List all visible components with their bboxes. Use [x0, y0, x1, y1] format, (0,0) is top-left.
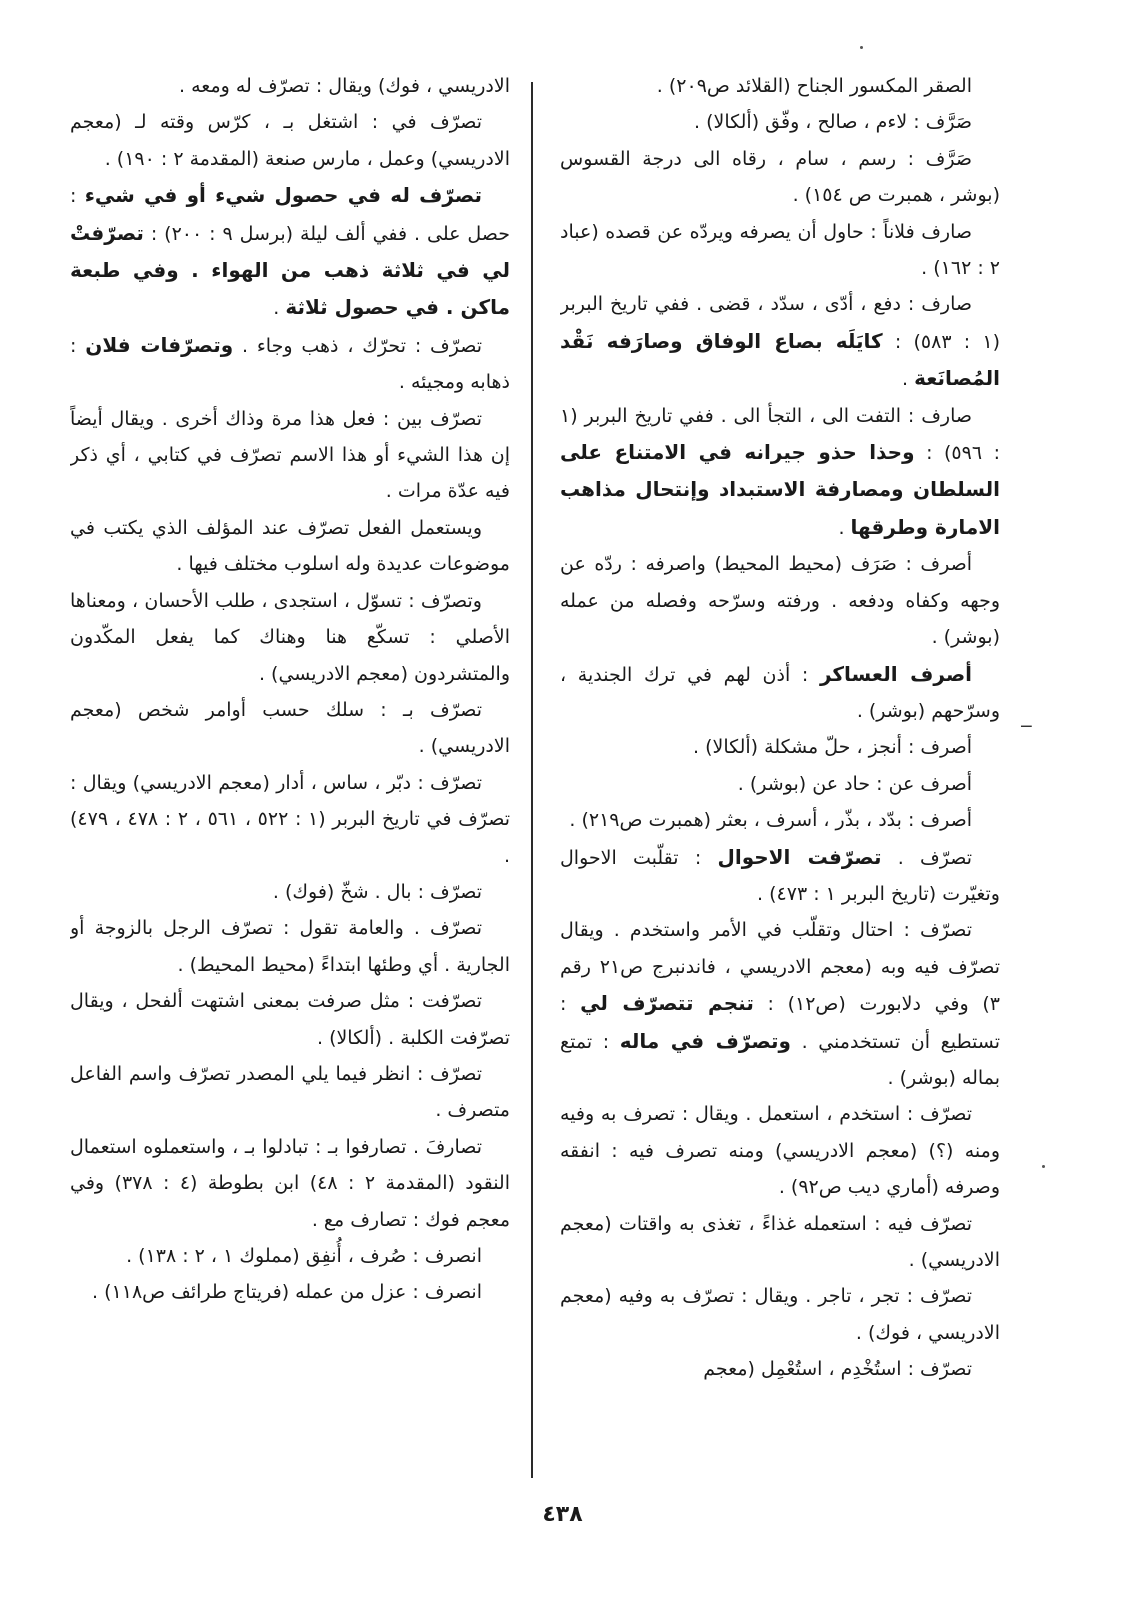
bold-quote: تصرّفت الاحوال — [717, 844, 882, 869]
bold-quote: وتصرّفات فلان — [85, 332, 234, 357]
entry-r8: أصرف : أنجز ، حلّ مشكلة (ألكالا) . — [693, 736, 972, 759]
margin-dash-mark: ‒ — [1020, 713, 1033, 737]
entry-l5: ويستعمل الفعل تصرّف عند المؤلف الذي يكتب في موضوعات عديدة وله اسلوب مختلف فيها . — [70, 516, 510, 576]
entry-r1: صَرَّف : لاءم ، صالح ، وفّق (ألكالا) . — [694, 111, 972, 134]
entry-r11: تصرّف . تصرّفت الاحوال : تقلّبت الاحوال وتغيّرت (تاريخ البربر ١ : ٤٧٣) . — [560, 844, 1000, 905]
entry-r16: تصرّف : استُخْدِم ، استُعْمِل (معجم — [703, 1358, 972, 1381]
bold-headword: تصرّف له في حصول شيء أو في شيء — [84, 183, 482, 208]
bold-quote: تنجم تتصرّف لي — [580, 991, 754, 1016]
entry-l1: تصرّف في : اشتغل بـ ، كرّس وقته لـ (معجم الادريسي) وعمل ، مارس صنعة (المقدمة ٢ : ١٩٠) . — [70, 111, 510, 170]
entry-l3: تصرّف : تحرّك ، ذهب وجاء . وتصرّفات فلان : ذهابه ومجيئه . — [70, 332, 510, 394]
right-column — [560, 68, 1000, 1488]
entry-l0: الادريسي ، فوك) ويقال : تصرّف له ومعه . — [179, 75, 510, 97]
entry-r12: تصرّف : احتال وتقلّب في الأمر واستخدم . ويقال تصرّف فيه وبه (معجم الادريسي ، فاندنبرج ص٢١ رقم ٣) وفي دلابورت (ص١٢) : تنجم تتصرّف لي : تستطيع أن تستخدمني . وتصرّف في ماله : تمتع بماله (بوشر) . — [560, 919, 1000, 1089]
entry-l7: تصرّف بـ : سلك حسب أوامر شخص (معجم الادريسي) . — [70, 698, 510, 758]
entry-r15: تصرّف : تجر ، تاجر . ويقال : تصرّف به وفيه (معجم الادريسي ، فوك) . — [560, 1285, 1000, 1344]
entry-l15: انصرف : عزل من عمله (فريتاج طرائف ص١١٨) . — [92, 1281, 482, 1304]
bold-headword: أصرف العساكر — [819, 661, 973, 686]
scan-speck — [860, 46, 863, 49]
bold-quote: وتصرّف في ماله — [619, 1028, 791, 1053]
entry-r7: أصرف العساكر : أذن لهم في ترك الجندية ، وسرّحهم (بوشر) . — [560, 661, 1000, 722]
entry-r3: صارف فلاناً : حاول أن يصرفه ويردّه عن قصده (عباد ٢ : ١٦٢) . — [560, 220, 1000, 280]
bold-quote: وحذا حذو جيرانه في الامتناع على السلطان ومصارفة الاستبداد وإنتحال مذاهب الامارة وطرقها — [560, 440, 1000, 539]
bold-quote: كايَلَه بصاع الوفاق وصارَفه نَقْد المُصانَعة — [560, 328, 1000, 391]
entry-r6: أصرف : صَرَف (محيط المحيط) واصرفه : ردّه عن وجهه وكفاه ودفعه . ورفته وسرّحه وفصله من عمله (بوشر) . — [560, 553, 1000, 649]
entry-l8: تصرّف : دبّر ، ساس ، أدار (معجم الادريسي) ويقال : تصرّف في تاريخ البربر (١ : ٥٢٢ ، ٥٦١ ، ٢ : ٤٧٨ ، ٤٧٩) . — [70, 771, 510, 867]
entry-l4: تصرّف بين : فعل هذا مرة وذاك أخرى . ويقال أيضاً إن هذا الشيء أو هذا الاسم تصرّف في كتابي ، أي ذكر فيه عدّة مرات . — [70, 407, 510, 503]
page-number: ٤٣٨ — [542, 1502, 583, 1527]
entry-l9: تصرّف : بال . شخّ (فوك) . — [272, 880, 482, 903]
entry-r2: صَرَّف : رسم ، سام ، رقاه الى درجة القسوس (بوشر ، همبرت ص ١٥٤) . — [560, 147, 1000, 207]
entry-r14: تصرّف فيه : استعمله غذاءً ، تغذى به واقتات (معجم الادريسي) . — [560, 1212, 1000, 1271]
entry-r10: أصرف : بدّد ، بذّر ، أسرف ، بعثر (همبرت ص٢١٩) . — [569, 809, 972, 832]
left-column — [70, 68, 510, 1488]
entry-l10: تصرّف . والعامة تقول : تصرّف الرجل بالزوجة أو الجارية . أي وطئها ابتداءً (محيط المحيط) . — [70, 917, 510, 976]
entry-r9: أصرف عن : حاد عن (بوشر) . — [737, 772, 972, 795]
column-rule — [531, 82, 533, 1478]
entry-l6: وتصرّف : تسوّل ، استجدى ، طلب الأحسان ، ومعناها الأصلي : تسكّع هنا وهناك كما يفعل المكّدون والمتشردون (معجم الادريسي) . — [70, 589, 510, 685]
entry-r0: الصقر المكسور الجناح (القلائد ص٢٠٩) . — [656, 75, 972, 97]
bold-quote: تصرّفتْ لي في ثلاثة ذهب من الهواء . وفي طبعة ماكن . في حصول ثلاثة — [70, 220, 510, 320]
entry-l2: تصرّف له في حصول شيء أو في شيء : حصل على . ففي ألف ليلة (برسل ٩ : ٢٠٠) : تصرّفتْ لي في ثلاثة ذهب من الهواء . وفي طبعة ماكن . في حصول ثلاثة . — [70, 183, 510, 320]
entry-l13: تصارفَ . تصارفوا بـ : تبادلوا بـ ، واستعملوه استعمال النقود (المقدمة ٢ : ٤٨) ابن بطوطة (٤ : ٣٧٨) وفي معجم فوك : تصارف مع . — [70, 1135, 510, 1231]
entry-r13: تصرّف : استخدم ، استعمل . ويقال : تصرف به وفيه ومنه (؟) (معجم الادريسي) ومنه تصرف فيه : انفقه وصرفه (أماري ديب ص٩٢) . — [560, 1103, 1000, 1199]
entry-r4: صارف : دفع ، أدّى ، سدّد ، قضى . ففي تاريخ البربر (١ : ٥٨٣) : كايَلَه بصاع الوفاق وصارَفه نَقْد المُصانَعة . — [560, 293, 1000, 391]
entry-l11: تصرّفت : مثل صرفت بمعنى اشتهت ألفحل ، ويقال تصرّفت الكلبة . (ألكالا) . — [70, 990, 510, 1049]
entry-r5: صارف : التفت الى ، التجأ الى . ففي تاريخ البربر (١ : ٥٩٦) : وحذا حذو جيرانه في الامتناع على السلطان ومصارفة الاستبداد وإنتحال مذاهب الامارة وطرقها . — [560, 404, 1000, 539]
entry-l12: تصرّف : انظر فيما يلي المصدر تصرّف واسم الفاعل متصرف . — [70, 1062, 510, 1122]
scan-speck — [1042, 1165, 1045, 1168]
entry-l14: انصرف : صُرف ، أُنفِق (مملوك ١ ، ٢ : ١٣٨) . — [126, 1245, 482, 1267]
